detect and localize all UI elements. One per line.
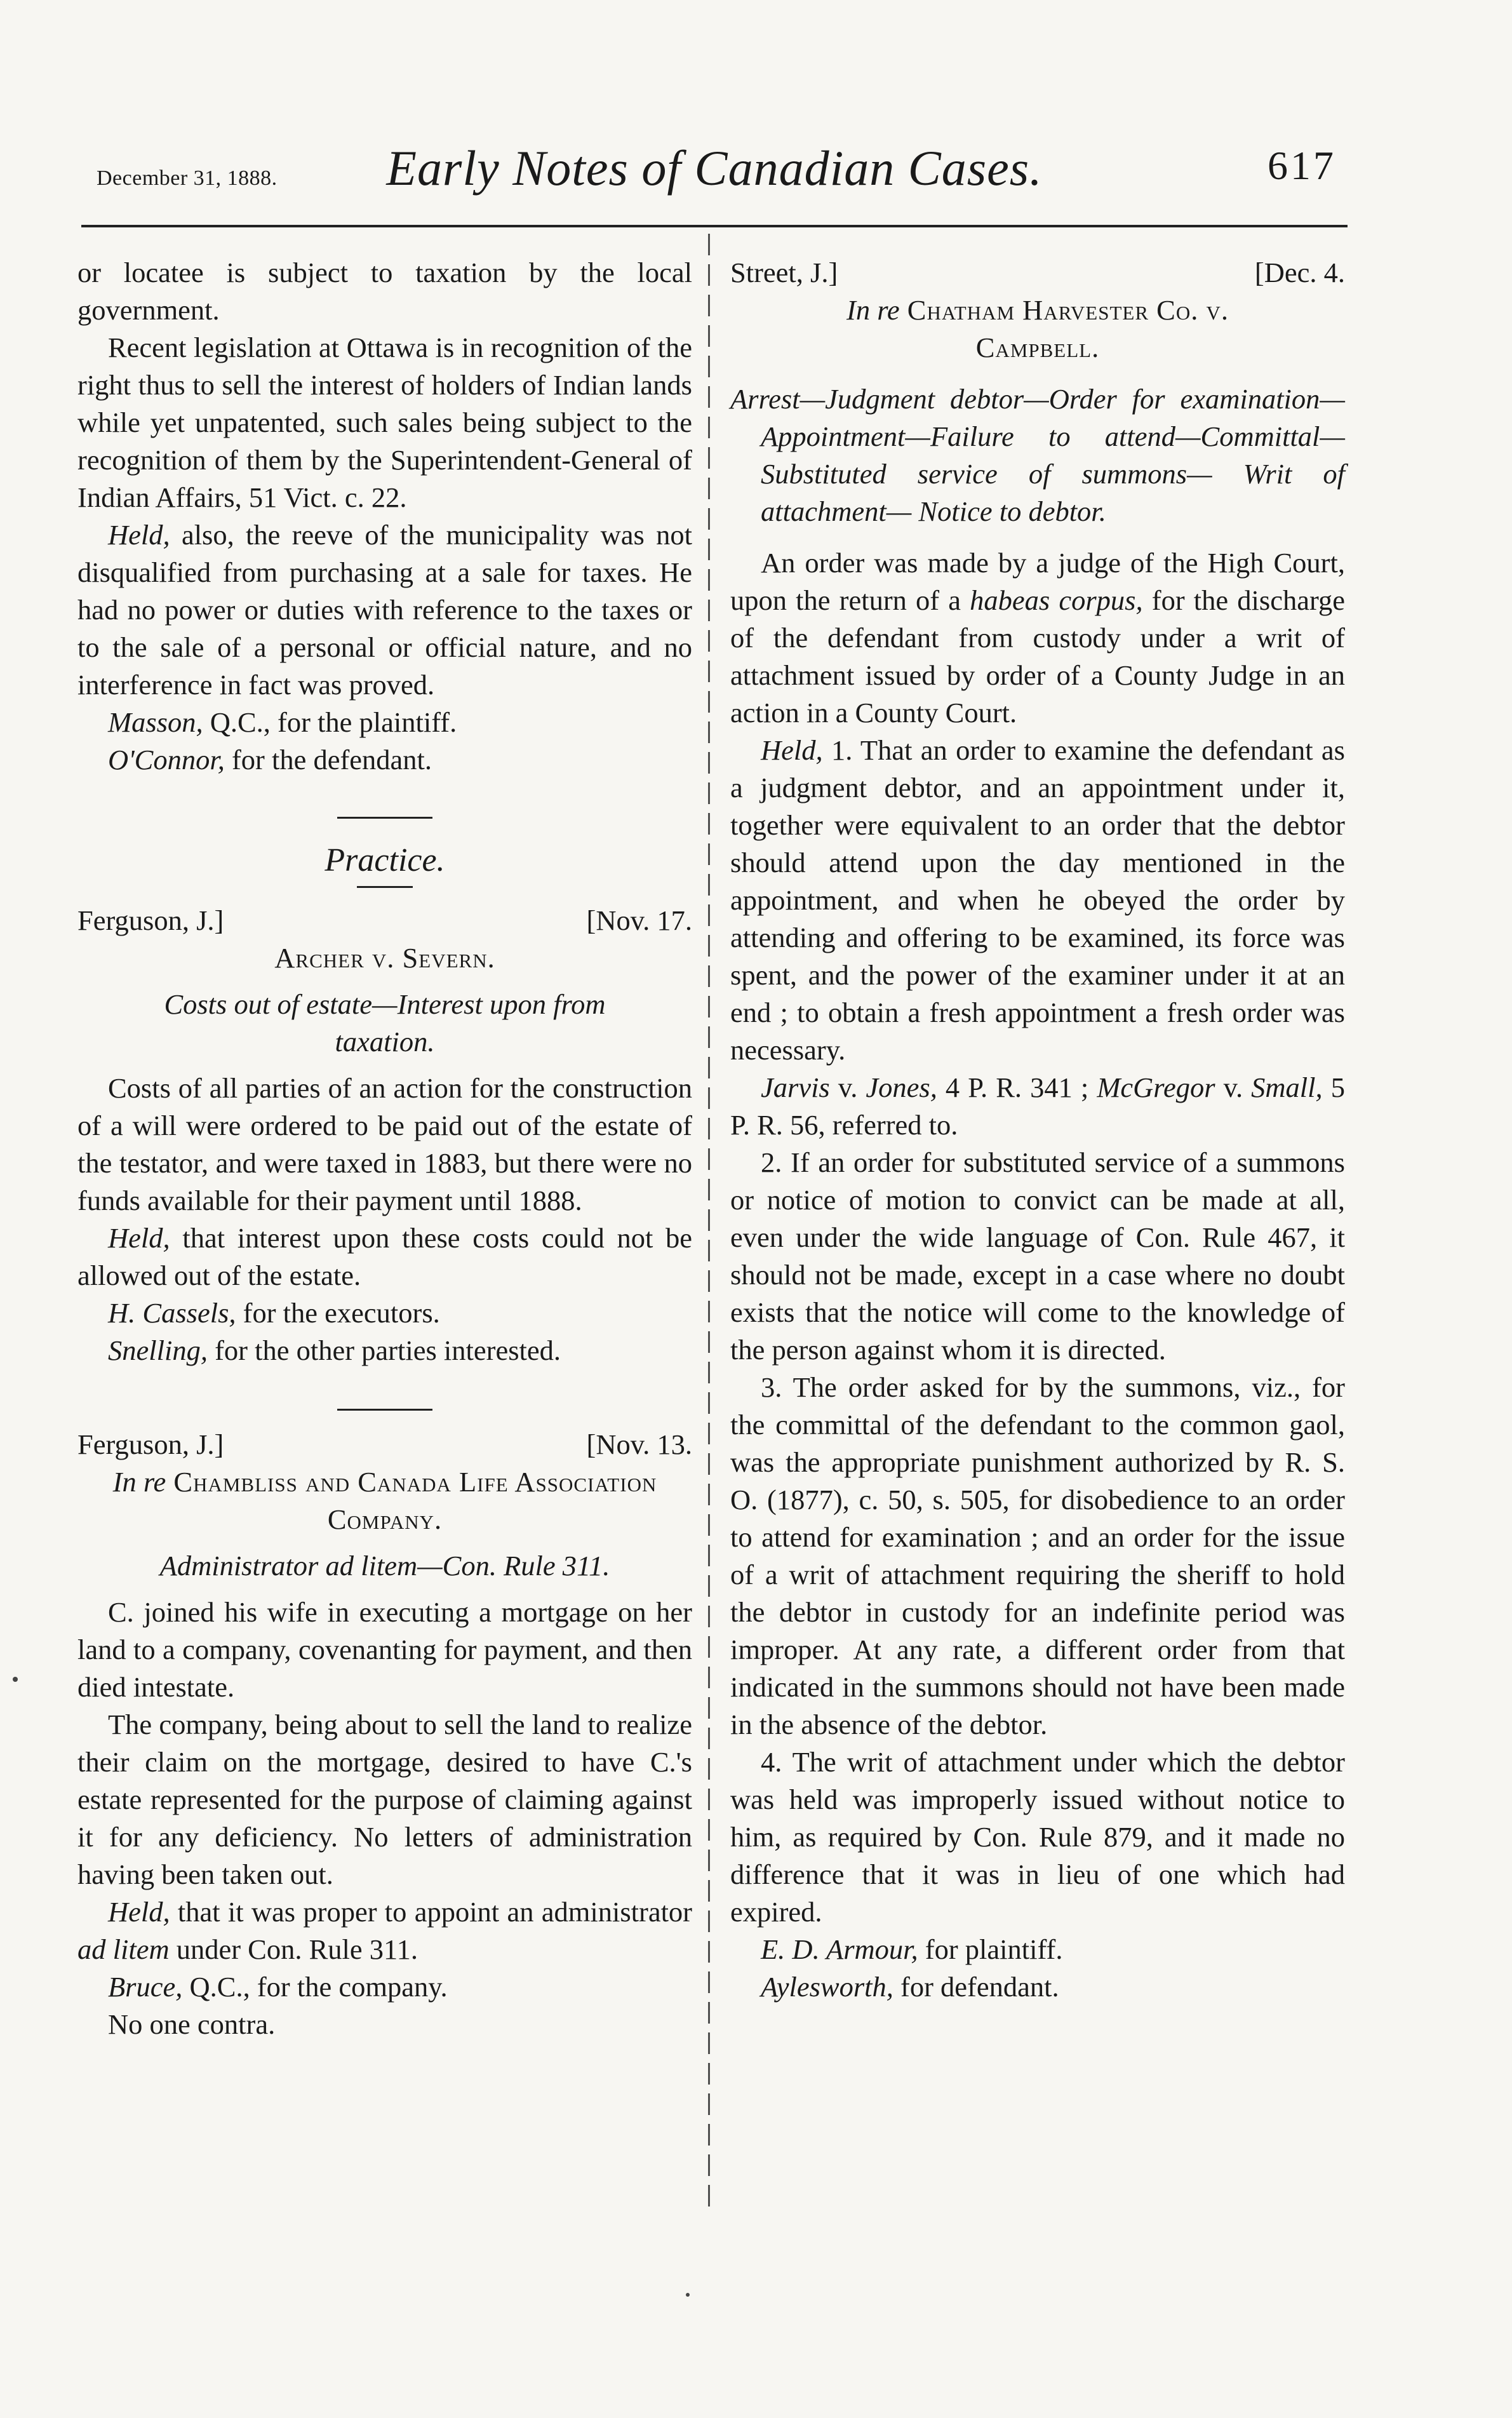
held-label: Held,	[108, 1896, 170, 1928]
header-rule	[81, 225, 1348, 227]
held-text: that it was proper to appoint an administrator	[170, 1896, 692, 1928]
paragraph: 2. If an order for substituted service of a summons or notice of motion to convict can be made at all, even under the wide language of Con. Rule 467, it should not be made, except in a case where no doubt exists that the notice will come to the knowledge of the person against whom it is directed.	[730, 1146, 1345, 1366]
case-title	[730, 292, 1345, 366]
held-text-end: under Con. Rule 311.	[169, 1933, 418, 1965]
held-paragraph	[77, 1219, 692, 1294]
header-date: December 31, 1888.	[97, 166, 278, 190]
case-headnote: Arrest—Judgment debtor—Order for examination—Appointment—Failure to attend—Committal—Substituted service of summons— Writ of attachment— Notice to debtor.	[730, 383, 1345, 527]
case-line	[730, 254, 1345, 292]
text: v.	[829, 1071, 866, 1103]
paragraph: 3. The order asked for by the summons, viz., for the committal of the defendant to the common gaol, was the appropriate punishment authorized by R. S. O. (1877), c. 50, s. 505, for disobedience to an order to attend for examination ; and an order for the issue of a writ of attachment requiring the sheriff to hold the debtor in custody for an indefinite period was improper. At any rate, a different order from that indicated in the summons should not have been made in the absence of the debtor.	[730, 1371, 1345, 1740]
case-date: [Dec. 4.	[1254, 257, 1345, 288]
paragraph: C. joined his wife in executing a mortgage on her land to a company, covenanting for payment, and then died intestate.	[77, 1596, 692, 1703]
case-line	[77, 902, 692, 939]
counsel-line: No one contra.	[108, 2008, 276, 2040]
page-number: 617	[1268, 143, 1336, 188]
counsel-role: for the other parties interested.	[207, 1334, 561, 1366]
paragraph: The company, being about to sell the land to realize their claim on the mortgage, desired to have C.'s estate represented for the purpose of claiming against it for any deficiency. No letters of administration having been taken out.	[77, 1709, 692, 1890]
scan-speck	[13, 1677, 18, 1682]
held-paragraph	[730, 732, 1345, 1069]
counsel-role: Q.C., for the plaintiff.	[203, 706, 457, 738]
citation-paragraph	[730, 1069, 1345, 1144]
section-title: Practice.	[324, 842, 445, 878]
counsel-role: for the defendant.	[224, 744, 432, 776]
case-name: Jones,	[866, 1071, 937, 1103]
counsel-name: Aylesworth,	[761, 1971, 893, 2003]
counsel-line	[77, 704, 692, 741]
text: 4 P. R. 341 ;	[937, 1071, 1097, 1103]
counsel-line	[77, 1294, 692, 1332]
case-judge: Ferguson, J.]	[77, 904, 224, 936]
case-title-text: Chatham Harvester Co. v. Campbell.	[899, 294, 1229, 363]
case-title	[77, 1463, 692, 1538]
case-date: [Nov. 17.	[586, 904, 692, 936]
case-line	[77, 1426, 692, 1463]
paragraph: or locatee is subject to taxation by the local government.	[77, 257, 692, 326]
right-column	[730, 254, 1345, 2006]
case-name: Small,	[1251, 1071, 1323, 1103]
latin-term: habeas corpus,	[970, 584, 1143, 616]
counsel-line	[730, 1931, 1345, 1968]
counsel-name: Snelling,	[108, 1334, 208, 1366]
counsel-name: Masson,	[108, 706, 203, 738]
counsel-line	[77, 741, 692, 779]
held-label: Held,	[108, 519, 170, 551]
held-paragraph	[77, 1893, 692, 1968]
case-date: [Nov. 13.	[586, 1428, 692, 1460]
counsel-name: H. Cassels,	[108, 1297, 236, 1329]
case-name: Jarvis	[761, 1071, 830, 1103]
counsel-role: for defendant.	[893, 1971, 1059, 2003]
page-header	[83, 133, 1346, 203]
held-label: Held,	[761, 734, 823, 766]
column-divider	[708, 234, 710, 2215]
held-text: 1. That an order to examine the defendant as a judgment debtor, and an appointment under it, together were equivalent to an order that the debtor should attend upon the day mentioned in the appointment, and when he obeyed the order by attending and offering to be examined, its force was spent, and the power of the examiner under it at an end ; to obtain a fresh appointment a fresh order was necessary.	[730, 734, 1345, 1066]
counsel-line	[730, 1968, 1345, 2006]
counsel-name: E. D. Armour,	[761, 1933, 918, 1965]
left-column	[77, 254, 692, 2043]
text: An order was made by a judge of the High Court, upon the return of a	[730, 547, 1345, 616]
case-title-text: Chambliss and Canada Life Association Company.	[166, 1466, 657, 1535]
case-title-prefix: In re	[112, 1466, 166, 1498]
case-title: Archer v. Severn.	[274, 942, 495, 974]
held-label: Held,	[108, 1222, 170, 1254]
counsel-line	[77, 1332, 692, 1369]
held-text: also, the reeve of the municipality was not disqualified from purchasing at a sale for taxes. He had no power or duties with reference to the taxes or to the sale of a personal or official nature, and no interference in fact was proved.	[77, 519, 692, 701]
case-title-prefix: In re	[846, 294, 900, 326]
case-headnote: Administrator ad litem—Con. Rule 311.	[159, 1550, 610, 1582]
case-judge: Ferguson, J.]	[77, 1428, 224, 1460]
counsel-role: for plaintiff.	[918, 1933, 1063, 1965]
scan-speck	[686, 2293, 690, 2297]
held-latin: ad litem	[77, 1933, 170, 1965]
counsel-name: O'Connor,	[108, 744, 225, 776]
counsel-line	[77, 1968, 692, 2006]
held-paragraph	[77, 516, 692, 704]
counsel-name: Bruce,	[108, 1971, 183, 2003]
text: 5 P. R. 56, referred to.	[730, 1071, 1345, 1141]
counsel-role: for the executors.	[236, 1297, 440, 1329]
paragraph	[730, 544, 1345, 732]
held-text: that interest upon these costs could not be allowed out of the estate.	[77, 1222, 692, 1291]
case-headnote: Costs out of estate—Interest upon from taxation.	[164, 988, 606, 1058]
paragraph: 4. The writ of attachment under which the debtor was held was improperly issued without notice to him, as required by Con. Rule 879, and it made no difference that it was in lieu of one which had expired.	[730, 1746, 1345, 1928]
text: v.	[1215, 1071, 1252, 1103]
header-title: Early Notes of Canadian Cases.	[386, 140, 1043, 196]
paragraph: Recent legislation at Ottawa is in recognition of the right thus to sell the interest of holders of Indian lands while yet unpatented, such sales being subject to the recognition of them by the Superintendent-General of Indian Affairs, 51 Vict. c. 22.	[77, 332, 692, 513]
paragraph: Costs of all parties of an action for the construction of a will were ordered to be paid out of the estate of the testator, and were taxed in 1883, but there were no funds available for their payment until 1888.	[77, 1072, 692, 1216]
case-name: McGregor	[1097, 1071, 1215, 1103]
counsel-role: Q.C., for the company.	[182, 1971, 448, 2003]
text: for the discharge of the defendant from custody under a writ of attachment issued by order of a County Judge in an action in a County Court.	[730, 584, 1345, 729]
case-judge: Street, J.]	[730, 257, 838, 288]
